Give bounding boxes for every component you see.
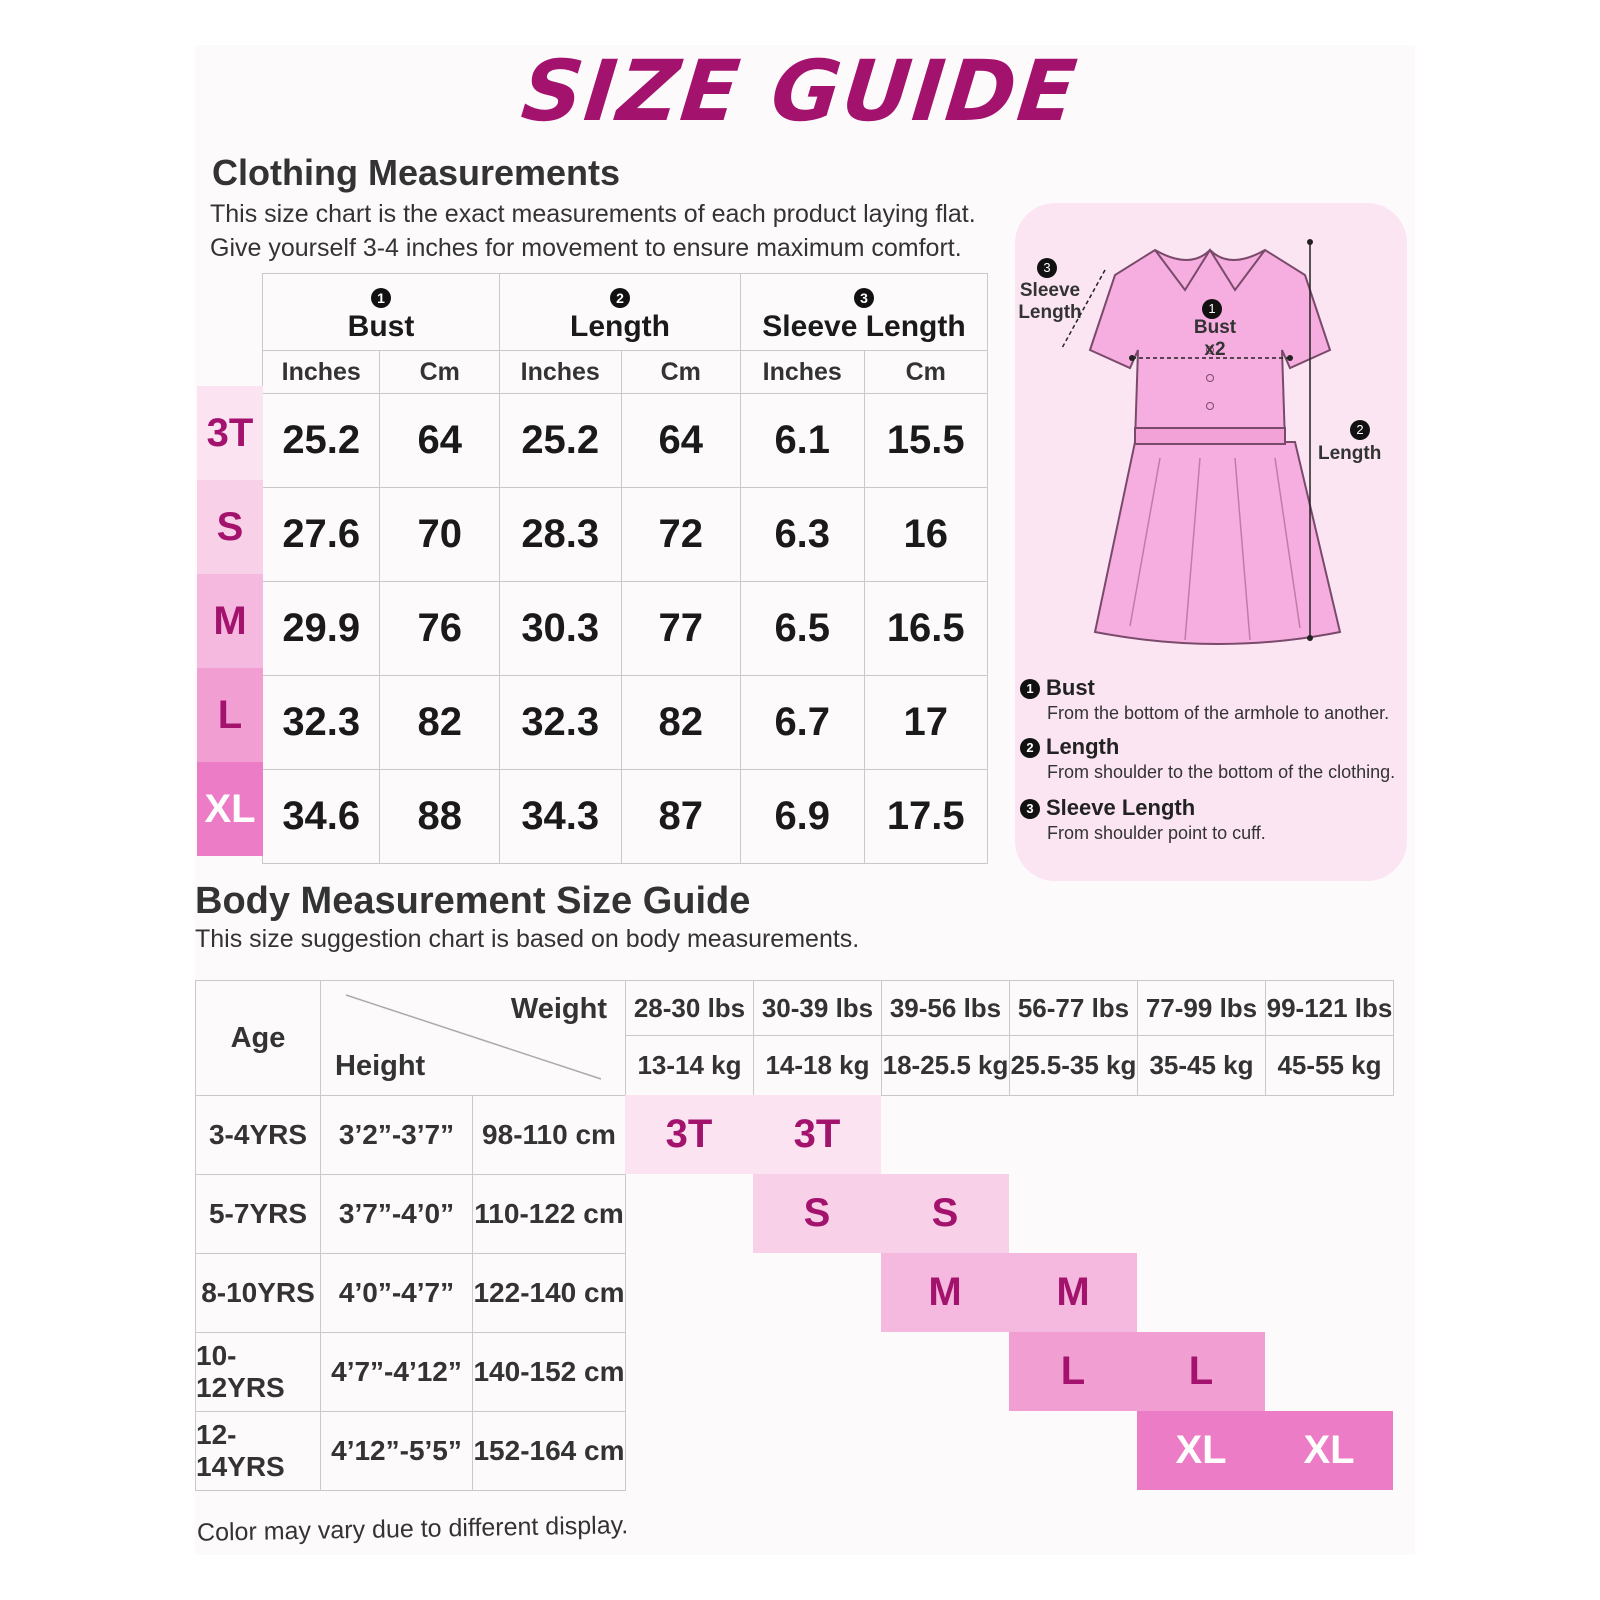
bust-header: 1 Bust xyxy=(263,274,500,351)
value-cell: 27.6 xyxy=(263,488,380,582)
weight-kg-header: 18-25.5 kg xyxy=(881,1035,1010,1096)
value-cell: 64 xyxy=(380,394,500,488)
size-label: XL xyxy=(1303,1428,1355,1472)
height-cm-cell: 152-164 cm xyxy=(472,1411,626,1491)
weight-kg-header: 45-55 kg xyxy=(1265,1035,1394,1096)
table-row xyxy=(263,676,988,770)
value-cell: 6.3 xyxy=(741,488,865,582)
size-label: M xyxy=(928,1270,962,1314)
height-cm-cell: 140-152 cm xyxy=(472,1332,626,1412)
weight-kg-header: 25.5-35 kg xyxy=(1009,1035,1138,1096)
legend-item-length: 2 Length From shoulder to the bottom of the clothing. xyxy=(1020,734,1395,783)
value-cell: 88 xyxy=(380,770,500,864)
value-cell: 6.9 xyxy=(741,770,865,864)
height-in-cell: 4’12”-5’5” xyxy=(320,1411,473,1491)
value-cell: 30.3 xyxy=(500,582,622,676)
weight-lbs-header: 99-121 lbs xyxy=(1265,980,1394,1036)
clothing-heading: Clothing Measurements xyxy=(212,152,621,193)
unit-header: Inches xyxy=(741,351,865,394)
value-cell: 15.5 xyxy=(864,394,988,488)
value-cell: 87 xyxy=(621,770,741,864)
age-cell: 3-4YRS xyxy=(195,1095,321,1175)
age-header: Age xyxy=(195,980,321,1096)
number-3-icon: 3 xyxy=(1020,799,1040,819)
size-label-3t: 3T xyxy=(197,386,263,480)
weight-lbs-header: 30-39 lbs xyxy=(753,980,882,1036)
value-cell: 6.5 xyxy=(741,582,865,676)
age-cell: 5-7YRS xyxy=(195,1174,321,1254)
weight-label: Weight xyxy=(510,993,607,1025)
height-label: Height xyxy=(335,1050,426,1082)
size-band xyxy=(881,1253,1137,1332)
unit-header: Cm xyxy=(864,351,988,394)
unit-header: Inches xyxy=(500,351,622,394)
clothing-measurements-table xyxy=(262,273,988,864)
clothing-desc-line1: This size chart is the exact measurements of each product laying flat. xyxy=(210,200,976,228)
value-cell: 16.5 xyxy=(864,582,988,676)
sleeve-length-label: Sleeve Length xyxy=(1018,280,1082,323)
size-label: S xyxy=(803,1191,831,1235)
value-cell: 32.3 xyxy=(500,676,622,770)
table-row xyxy=(263,582,988,676)
weight-kg-header: 35-45 kg xyxy=(1137,1035,1266,1096)
value-cell: 32.3 xyxy=(263,676,380,770)
value-cell: 16 xyxy=(864,488,988,582)
size-label: XL xyxy=(1175,1428,1227,1472)
height-cm-cell: 122-140 cm xyxy=(472,1253,626,1333)
weight-height-header xyxy=(320,980,626,1096)
height-in-cell: 3’2”-3’7” xyxy=(320,1095,473,1175)
size-label-s: S xyxy=(197,480,263,574)
number-2-icon: 2 xyxy=(1020,738,1040,758)
size-label-m: M xyxy=(197,574,263,668)
value-cell: 82 xyxy=(621,676,741,770)
unit-header: Inches xyxy=(263,351,380,394)
table-header-row xyxy=(263,274,988,351)
age-cell: 8-10YRS xyxy=(195,1253,321,1333)
size-label-xl: XL xyxy=(197,762,263,856)
height-in-cell: 4’0”-4’7” xyxy=(320,1253,473,1333)
value-cell: 64 xyxy=(621,394,741,488)
height-in-cell: 3’7”-4’0” xyxy=(320,1174,473,1254)
size-label: 3T xyxy=(793,1112,841,1156)
clothing-desc-line2: Give yourself 3-4 inches for movement to ensure maximum comfort. xyxy=(210,234,962,262)
age-cell: 10-12YRS xyxy=(195,1332,321,1412)
legend-item-bust: 1 Bust From the bottom of the armhole to another. xyxy=(1020,675,1389,724)
size-band xyxy=(753,1174,1009,1253)
table-row xyxy=(263,770,988,864)
value-cell: 76 xyxy=(380,582,500,676)
value-cell: 70 xyxy=(380,488,500,582)
table-row xyxy=(263,488,988,582)
unit-row xyxy=(263,351,988,394)
size-band xyxy=(1009,1332,1265,1411)
weight-kg-header: 14-18 kg xyxy=(753,1035,882,1096)
value-cell: 6.1 xyxy=(741,394,865,488)
age-cell: 12-14YRS xyxy=(195,1411,321,1491)
weight-lbs-header: 39-56 lbs xyxy=(881,980,1010,1036)
page-title: SIZE GUIDE xyxy=(517,42,1083,140)
value-cell: 28.3 xyxy=(500,488,622,582)
length-header: 2 Length xyxy=(500,274,741,351)
sleeve-length-header: 3 Sleeve Length xyxy=(741,274,988,351)
weight-lbs-header: 28-30 lbs xyxy=(625,980,754,1036)
height-cm-cell: 110-122 cm xyxy=(472,1174,626,1254)
bust-label: Bust x2 xyxy=(1193,317,1237,360)
value-cell: 82 xyxy=(380,676,500,770)
length-label: Length xyxy=(1318,443,1382,464)
number-3-icon: 3 xyxy=(854,288,874,308)
table-row xyxy=(263,394,988,488)
size-label: L xyxy=(1188,1349,1214,1393)
body-heading: Body Measurement Size Guide xyxy=(195,880,751,922)
value-cell: 34.6 xyxy=(263,770,380,864)
value-cell: 77 xyxy=(621,582,741,676)
size-label: M xyxy=(1056,1270,1090,1314)
size-label: L xyxy=(1060,1349,1086,1393)
footer-note: Color may vary due to different display. xyxy=(196,1511,629,1547)
weight-kg-header: 13-14 kg xyxy=(625,1035,754,1096)
body-desc: This size suggestion chart is based on body measurements. xyxy=(195,925,860,953)
number-2-icon: 2 xyxy=(1350,420,1370,440)
unit-header: Cm xyxy=(621,351,741,394)
value-cell: 17 xyxy=(864,676,988,770)
height-in-cell: 4’7”-4’12” xyxy=(320,1332,473,1412)
number-1-icon: 1 xyxy=(1020,679,1040,699)
value-cell: 17.5 xyxy=(864,770,988,864)
number-3-icon: 3 xyxy=(1037,258,1057,278)
weight-lbs-header: 77-99 lbs xyxy=(1137,980,1266,1036)
size-label-l: L xyxy=(197,668,263,762)
weight-lbs-header: 56-77 lbs xyxy=(1009,980,1138,1036)
value-cell: 25.2 xyxy=(263,394,380,488)
size-band xyxy=(625,1095,881,1174)
number-1-icon: 1 xyxy=(371,288,391,308)
value-cell: 29.9 xyxy=(263,582,380,676)
number-2-icon: 2 xyxy=(610,288,630,308)
size-label: S xyxy=(931,1191,959,1235)
unit-header: Cm xyxy=(380,351,500,394)
size-label: 3T xyxy=(665,1112,713,1156)
value-cell: 6.7 xyxy=(741,676,865,770)
legend-item-sleeve-length: 3 Sleeve Length From shoulder point to cuff. xyxy=(1020,795,1266,844)
value-cell: 34.3 xyxy=(500,770,622,864)
height-cm-cell: 98-110 cm xyxy=(472,1095,626,1175)
number-1-icon: 1 xyxy=(1202,299,1222,319)
value-cell: 72 xyxy=(621,488,741,582)
size-band xyxy=(1137,1411,1393,1490)
value-cell: 25.2 xyxy=(500,394,622,488)
